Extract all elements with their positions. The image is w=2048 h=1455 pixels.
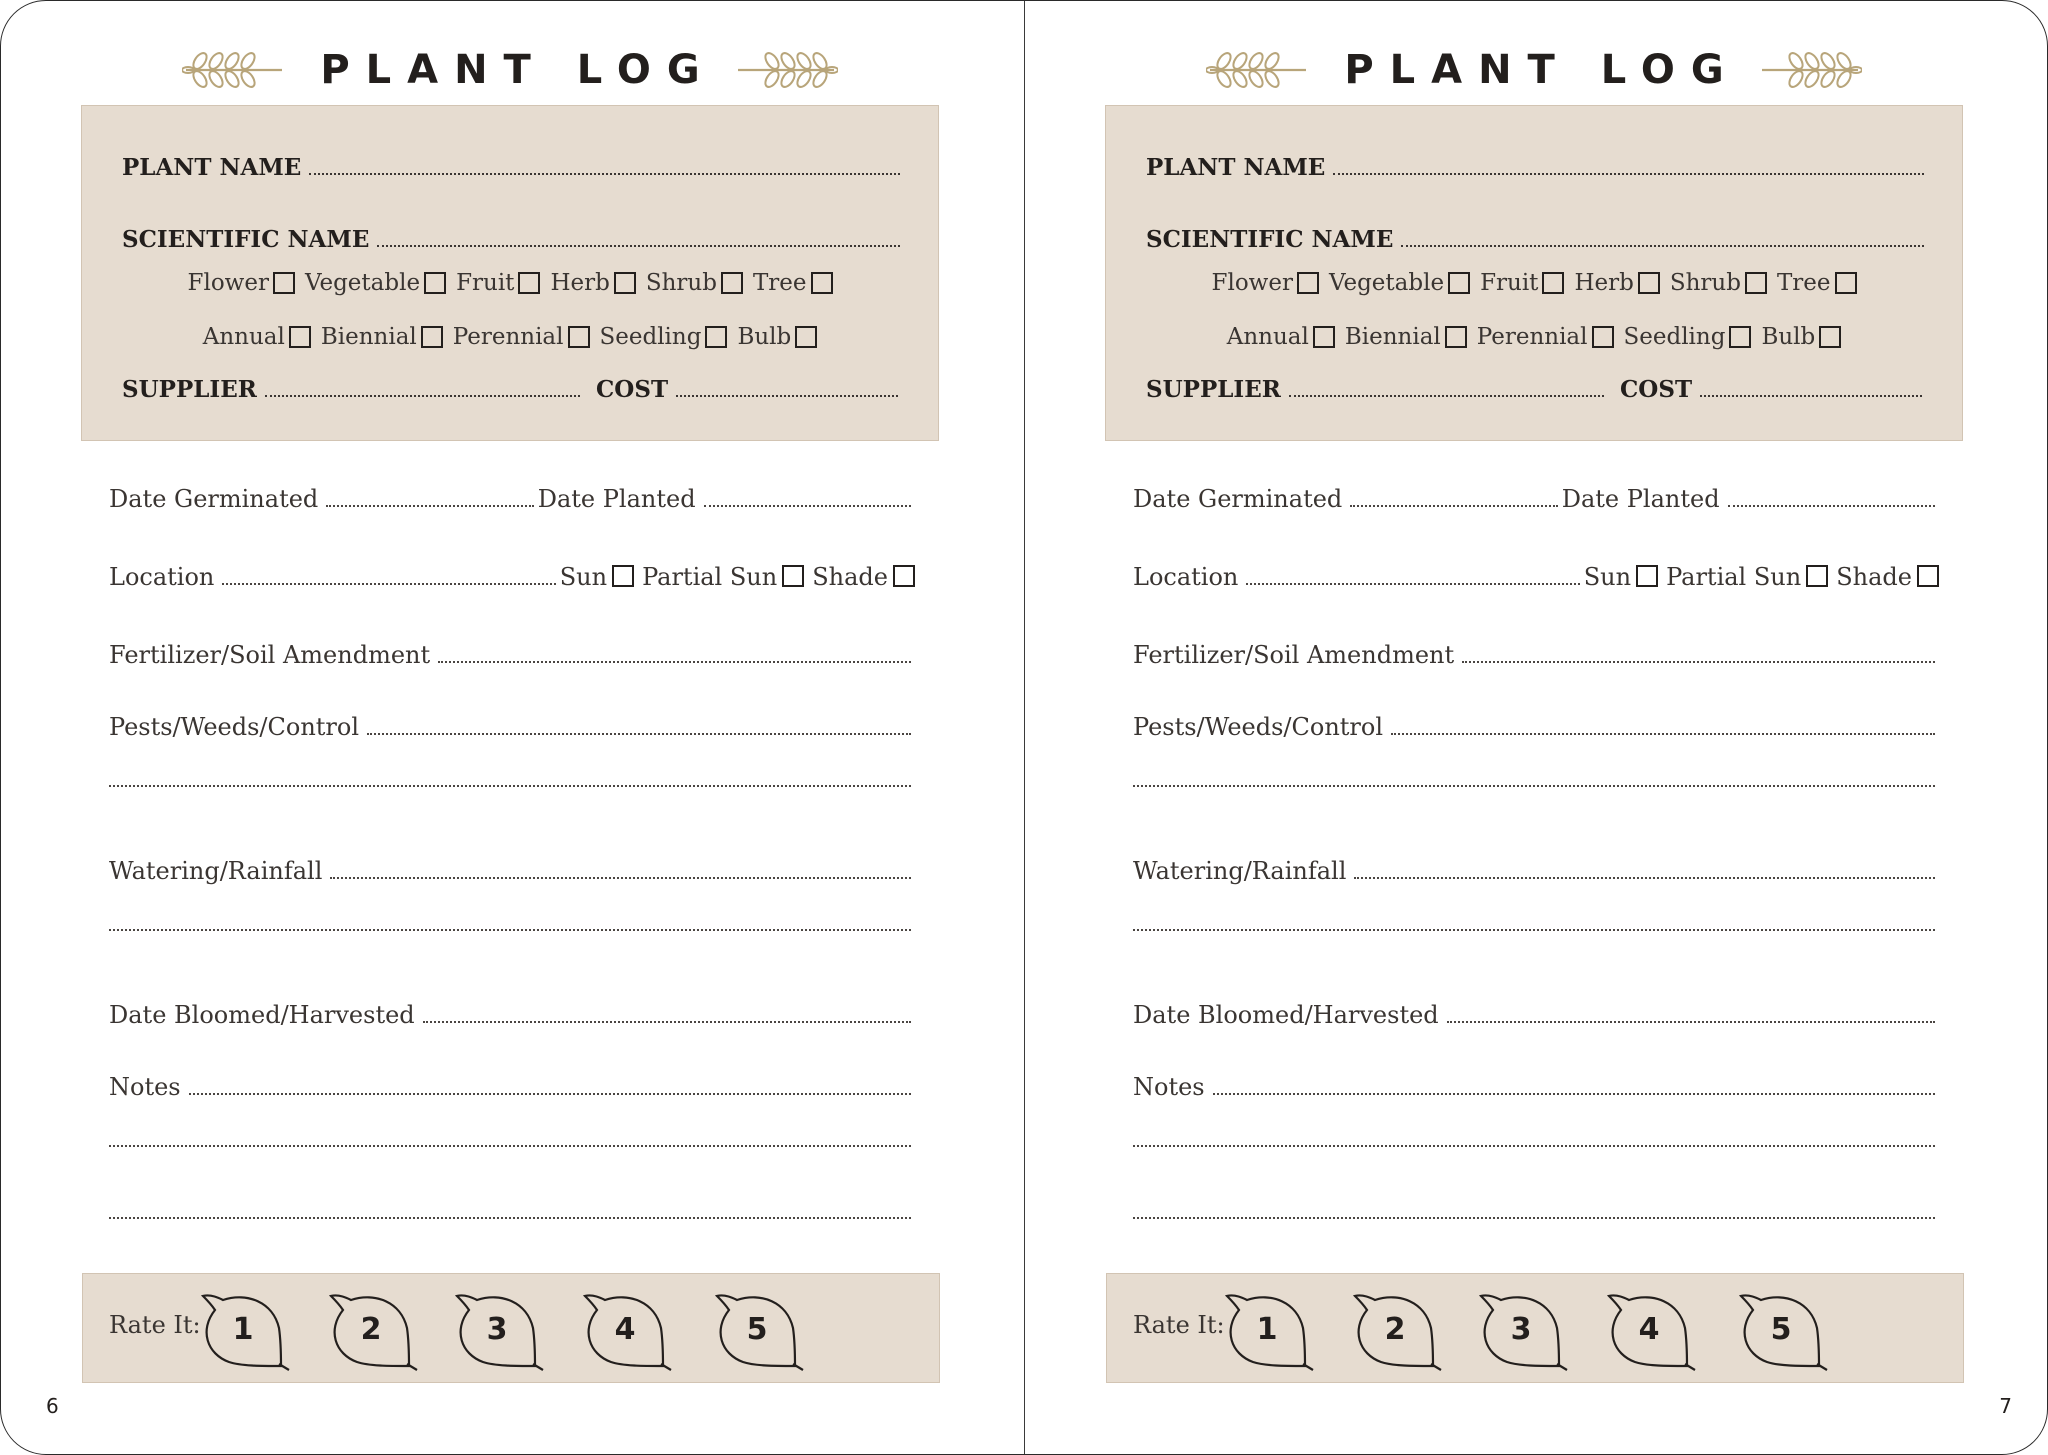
lifecycle-option-label: Annual xyxy=(202,324,285,350)
plant-type-checkbox[interactable] xyxy=(1638,272,1660,294)
lifecycle-option-label: Annual xyxy=(1226,324,1309,350)
notes-extra-line[interactable] xyxy=(109,1217,911,1219)
light-option[interactable] xyxy=(1584,563,1658,591)
watering-extra-row xyxy=(109,929,915,937)
lifecycle-options xyxy=(82,324,938,350)
rating-leaf-5[interactable] xyxy=(715,1292,805,1372)
plant-info-box xyxy=(81,105,939,441)
lifecycle-option-label: Biennial xyxy=(1344,324,1441,350)
pests-extra-row xyxy=(1133,785,1939,793)
notes-extra-line[interactable] xyxy=(1133,1217,1935,1219)
watering-extra-line[interactable] xyxy=(109,929,911,931)
plant-type-option-label: Herb xyxy=(550,270,610,296)
watering-row xyxy=(1133,857,1939,885)
plant-type-checkbox[interactable] xyxy=(614,272,636,294)
rating-number: 3 xyxy=(1510,1312,1532,1347)
rating-number: 5 xyxy=(746,1312,768,1347)
fertilizer-label: Fertilizer/Soil Amendment xyxy=(1133,641,1455,669)
notes-line[interactable] xyxy=(1213,1093,1935,1095)
plant-type-option[interactable] xyxy=(1212,270,1319,296)
scientific-name-field[interactable] xyxy=(1146,226,1924,253)
plant-type-checkbox[interactable] xyxy=(273,272,295,294)
plant-type-options xyxy=(1106,270,1962,296)
lifecycle-checkbox[interactable] xyxy=(289,326,311,348)
lifecycle-options xyxy=(1106,324,1962,350)
notes-extra-row-1 xyxy=(1133,1145,1939,1153)
rating-number: 2 xyxy=(1384,1312,1406,1347)
light-checkbox[interactable] xyxy=(893,565,915,587)
plant-name-line[interactable] xyxy=(309,173,900,175)
light-option[interactable] xyxy=(1836,563,1939,591)
fertilizer-line[interactable] xyxy=(1462,661,1935,663)
notes-line[interactable] xyxy=(189,1093,911,1095)
lifecycle-option-label: Perennial xyxy=(1476,324,1588,350)
rating-number: 2 xyxy=(360,1312,382,1347)
lifecycle-option[interactable] xyxy=(1345,324,1467,350)
rating-label: Rate It: xyxy=(1133,1311,1225,1339)
rating-number: 3 xyxy=(486,1312,508,1347)
rating-box xyxy=(1106,1273,1964,1383)
plant-name-label: PLANT NAME xyxy=(122,154,302,181)
light-option[interactable] xyxy=(1666,563,1828,591)
plant-type-checkbox[interactable] xyxy=(811,272,833,294)
location-line[interactable] xyxy=(1246,583,1579,585)
light-option-label: Partial Sun xyxy=(1666,563,1802,591)
plant-info-box xyxy=(1105,105,1963,441)
notes-extra-line[interactable] xyxy=(109,1145,911,1147)
pests-line[interactable] xyxy=(1391,733,1935,735)
lifecycle-checkbox[interactable] xyxy=(1313,326,1335,348)
lifecycle-checkbox[interactable] xyxy=(1592,326,1614,348)
wheat-left-icon xyxy=(182,50,286,90)
lifecycle-option[interactable] xyxy=(453,324,590,350)
plant-type-options xyxy=(82,270,938,296)
light-checkbox[interactable] xyxy=(1806,565,1828,587)
cost-line[interactable] xyxy=(676,395,898,397)
scientific-name-line[interactable] xyxy=(1401,245,1924,247)
lifecycle-checkbox[interactable] xyxy=(795,326,817,348)
plant-type-option-label: Herb xyxy=(1574,270,1634,296)
lifecycle-option[interactable] xyxy=(1761,324,1841,350)
plant-type-checkbox[interactable] xyxy=(1297,272,1319,294)
lifecycle-option-label: Seedling xyxy=(599,324,702,350)
notes-label: Notes xyxy=(1133,1073,1205,1101)
lifecycle-checkbox[interactable] xyxy=(1445,326,1467,348)
location-line[interactable] xyxy=(222,583,555,585)
location-label: Location xyxy=(109,563,215,591)
lifecycle-option[interactable] xyxy=(1227,324,1335,350)
light-options xyxy=(560,563,915,591)
lifecycle-option[interactable] xyxy=(600,324,728,350)
pests-label: Pests/Weeds/Control xyxy=(109,713,360,741)
lifecycle-checkbox[interactable] xyxy=(705,326,727,348)
watering-row xyxy=(109,857,915,885)
title-row xyxy=(1105,39,1963,101)
plant-type-option[interactable] xyxy=(1574,270,1659,296)
cost-line[interactable] xyxy=(1700,395,1922,397)
plant-name-field[interactable] xyxy=(122,154,900,181)
page-right xyxy=(1025,1,2048,1454)
plant-type-checkbox[interactable] xyxy=(1835,272,1857,294)
supplier-label: SUPPLIER xyxy=(122,376,257,403)
plant-type-option-label: Tree xyxy=(1776,270,1831,296)
date-germinated-line[interactable] xyxy=(326,505,533,507)
date-germinated-label: Date Germinated xyxy=(109,485,319,513)
rating-leaf-4[interactable] xyxy=(1607,1292,1697,1372)
scientific-name-line[interactable] xyxy=(377,245,900,247)
plant-type-option-label: Fruit xyxy=(456,270,515,296)
plant-type-checkbox[interactable] xyxy=(1542,272,1564,294)
rating-leaf-3[interactable] xyxy=(1479,1292,1569,1372)
light-option-label: Partial Sun xyxy=(642,563,778,591)
plant-type-option-label: Flower xyxy=(187,270,269,296)
lifecycle-option-label: Bulb xyxy=(1761,324,1816,350)
bloomed-label: Date Bloomed/Harvested xyxy=(109,1001,415,1029)
watering-label: Watering/Rainfall xyxy=(109,857,323,885)
light-options xyxy=(1584,563,1939,591)
light-option-label: Sun xyxy=(1583,563,1632,591)
rating-leaf-1[interactable] xyxy=(1225,1292,1315,1372)
date-row xyxy=(1133,485,1939,513)
light-checkbox[interactable] xyxy=(1917,565,1939,587)
notes-extra-row-2 xyxy=(109,1217,915,1225)
plant-type-option-label: Fruit xyxy=(1480,270,1539,296)
cost-field[interactable] xyxy=(596,376,898,403)
notes-label: Notes xyxy=(109,1073,181,1101)
plant-type-option-label: Tree xyxy=(752,270,807,296)
plant-type-option-label: Vegetable xyxy=(1328,270,1445,296)
rating-leaf-1[interactable] xyxy=(201,1292,291,1372)
scientific-name-label: SCIENTIFIC NAME xyxy=(1146,226,1394,253)
plant-type-option[interactable] xyxy=(646,270,743,296)
lifecycle-checkbox[interactable] xyxy=(1819,326,1841,348)
wheat-right-icon xyxy=(734,50,838,90)
cost-label: COST xyxy=(1620,376,1693,403)
lifecycle-option[interactable] xyxy=(1477,324,1614,350)
notes-row xyxy=(109,1073,915,1101)
wheat-left-icon xyxy=(1206,50,1310,90)
pests-row xyxy=(1133,713,1939,741)
page-left xyxy=(1,1,1024,1454)
lifecycle-option-label: Biennial xyxy=(320,324,417,350)
plant-type-checkbox[interactable] xyxy=(721,272,743,294)
page-title: PLANT LOG xyxy=(1344,47,1740,93)
lifecycle-checkbox[interactable] xyxy=(568,326,590,348)
light-checkbox[interactable] xyxy=(1636,565,1658,587)
lifecycle-checkbox[interactable] xyxy=(1729,326,1751,348)
wheat-right-icon xyxy=(1758,50,1862,90)
fertilizer-line[interactable] xyxy=(438,661,911,663)
page-title: PLANT LOG xyxy=(320,47,716,93)
light-option[interactable] xyxy=(642,563,804,591)
supplier-field[interactable] xyxy=(1146,376,1604,403)
lifecycle-option-label: Seedling xyxy=(1623,324,1726,350)
plant-type-option-label: Shrub xyxy=(645,270,717,296)
rating-label: Rate It: xyxy=(109,1311,201,1339)
supplier-field[interactable] xyxy=(122,376,580,403)
date-planted-label: Date Planted xyxy=(537,485,696,513)
rating-number: 1 xyxy=(1256,1312,1278,1347)
lifecycle-option[interactable] xyxy=(321,324,443,350)
lifecycle-option[interactable] xyxy=(737,324,817,350)
rating-leaf-2[interactable] xyxy=(1353,1292,1443,1372)
pests-extra-line[interactable] xyxy=(109,785,911,787)
plant-type-option[interactable] xyxy=(1777,270,1857,296)
lifecycle-checkbox[interactable] xyxy=(421,326,443,348)
plant-type-option[interactable] xyxy=(456,270,540,296)
lifecycle-option-label: Bulb xyxy=(737,324,792,350)
watering-line[interactable] xyxy=(330,877,911,879)
light-option[interactable] xyxy=(560,563,634,591)
date-row xyxy=(109,485,915,513)
notes-extra-line[interactable] xyxy=(1133,1145,1935,1147)
supplier-line[interactable] xyxy=(1289,395,1604,397)
light-checkbox[interactable] xyxy=(782,565,804,587)
plant-type-checkbox[interactable] xyxy=(1745,272,1767,294)
lifecycle-option-label: Perennial xyxy=(452,324,564,350)
date-planted-line[interactable] xyxy=(704,505,911,507)
plant-type-option-label: Vegetable xyxy=(304,270,421,296)
scientific-name-label: SCIENTIFIC NAME xyxy=(122,226,370,253)
light-option-label: Shade xyxy=(1836,563,1912,591)
lifecycle-option[interactable] xyxy=(203,324,311,350)
date-planted-label: Date Planted xyxy=(1561,485,1720,513)
plant-type-option[interactable] xyxy=(1670,270,1767,296)
location-label: Location xyxy=(1133,563,1239,591)
bloomed-line[interactable] xyxy=(423,1021,911,1023)
bloomed-line[interactable] xyxy=(1447,1021,1935,1023)
plant-type-option[interactable] xyxy=(753,270,833,296)
rating-leaf-3[interactable] xyxy=(455,1292,545,1372)
watering-label: Watering/Rainfall xyxy=(1133,857,1347,885)
rating-leaf-5[interactable] xyxy=(1739,1292,1829,1372)
watering-line[interactable] xyxy=(1354,877,1935,879)
date-germinated-line[interactable] xyxy=(1350,505,1557,507)
light-option[interactable] xyxy=(812,563,915,591)
plant-type-option-label: Flower xyxy=(1211,270,1293,296)
light-option-label: Shade xyxy=(812,563,888,591)
watering-extra-row xyxy=(1133,929,1939,937)
pests-extra-row xyxy=(109,785,915,793)
pests-label: Pests/Weeds/Control xyxy=(1133,713,1384,741)
plant-name-field[interactable] xyxy=(1146,154,1924,181)
rating-number: 5 xyxy=(1770,1312,1792,1347)
pests-line[interactable] xyxy=(367,733,911,735)
plant-name-line[interactable] xyxy=(1333,173,1924,175)
notes-extra-row-1 xyxy=(109,1145,915,1153)
page-number: 7 xyxy=(1999,1394,2012,1418)
bloomed-row xyxy=(109,1001,915,1029)
pests-extra-line[interactable] xyxy=(1133,785,1935,787)
plant-type-option[interactable] xyxy=(305,270,446,296)
plant-type-option[interactable] xyxy=(550,270,635,296)
date-planted-line[interactable] xyxy=(1728,505,1935,507)
page-number: 6 xyxy=(46,1394,59,1418)
notes-extra-row-2 xyxy=(1133,1217,1939,1225)
rating-leaf-4[interactable] xyxy=(583,1292,673,1372)
watering-extra-line[interactable] xyxy=(1133,929,1935,931)
pests-row xyxy=(109,713,915,741)
title-row xyxy=(81,39,939,101)
cost-field[interactable] xyxy=(1620,376,1922,403)
plant-type-option[interactable] xyxy=(188,270,295,296)
plant-type-checkbox[interactable] xyxy=(424,272,446,294)
cost-label: COST xyxy=(596,376,669,403)
plant-type-option-label: Shrub xyxy=(1669,270,1741,296)
light-checkbox[interactable] xyxy=(612,565,634,587)
plant-name-label: PLANT NAME xyxy=(1146,154,1326,181)
rating-number: 4 xyxy=(1638,1312,1660,1347)
fertilizer-label: Fertilizer/Soil Amendment xyxy=(109,641,431,669)
plant-type-option[interactable] xyxy=(1329,270,1470,296)
scientific-name-field[interactable] xyxy=(122,226,900,253)
rating-number: 4 xyxy=(614,1312,636,1347)
location-row xyxy=(1133,563,1939,591)
rating-number: 1 xyxy=(232,1312,254,1347)
lifecycle-option[interactable] xyxy=(1624,324,1752,350)
rating-box xyxy=(82,1273,940,1383)
bloomed-row xyxy=(1133,1001,1939,1029)
fertilizer-row xyxy=(109,641,915,669)
plant-type-checkbox[interactable] xyxy=(518,272,540,294)
rating-leaf-2[interactable] xyxy=(329,1292,419,1372)
light-option-label: Sun xyxy=(559,563,608,591)
bloomed-label: Date Bloomed/Harvested xyxy=(1133,1001,1439,1029)
supplier-line[interactable] xyxy=(265,395,580,397)
location-row xyxy=(109,563,915,591)
fertilizer-row xyxy=(1133,641,1939,669)
plant-type-option[interactable] xyxy=(1480,270,1564,296)
notes-row xyxy=(1133,1073,1939,1101)
date-germinated-label: Date Germinated xyxy=(1133,485,1343,513)
supplier-label: SUPPLIER xyxy=(1146,376,1281,403)
plant-type-checkbox[interactable] xyxy=(1448,272,1470,294)
